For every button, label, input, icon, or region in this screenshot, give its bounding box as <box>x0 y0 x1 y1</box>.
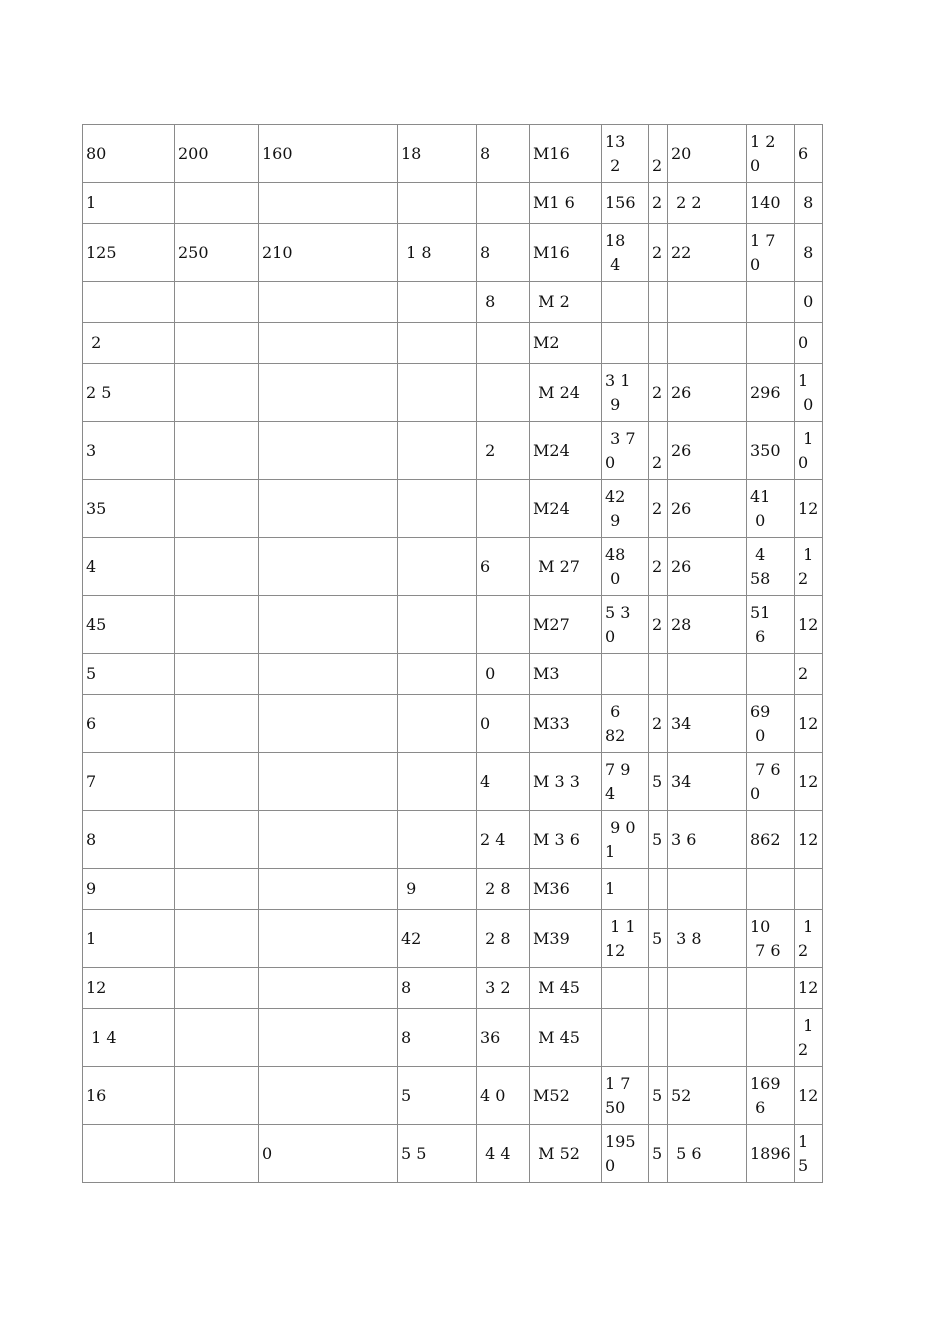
table-cell: 1950 <box>602 1125 649 1183</box>
table-cell <box>259 811 398 869</box>
table-cell: 5 <box>649 910 668 968</box>
table-cell: 3 6 <box>668 811 747 869</box>
table-cell: 28 <box>668 596 747 654</box>
table-cell <box>747 654 795 695</box>
table-cell: 26 <box>668 480 747 538</box>
table-row <box>83 422 823 480</box>
table-cell: M1 6 <box>530 183 602 224</box>
table-cell <box>175 596 259 654</box>
table-cell: 8 <box>795 183 823 224</box>
table-cell: 2 5 <box>83 364 175 422</box>
table-cell: 41 0 <box>747 480 795 538</box>
table-cell <box>398 323 477 364</box>
table-cell <box>175 183 259 224</box>
table-cell: 26 <box>668 422 747 480</box>
table-cell: 2 <box>649 183 668 224</box>
table-cell: 8 <box>477 125 530 183</box>
table-cell: 2 <box>649 125 668 183</box>
table-cell <box>175 1125 259 1183</box>
table-cell <box>259 364 398 422</box>
table-cell: 3 <box>83 422 175 480</box>
table-cell: 18 <box>398 125 477 183</box>
table-cell: 48 0 <box>602 538 649 596</box>
table-cell <box>259 910 398 968</box>
table-cell: 12 <box>795 480 823 538</box>
table-cell: 1 <box>83 183 175 224</box>
table-cell: M 24 <box>530 364 602 422</box>
table-cell: 6 82 <box>602 695 649 753</box>
table-cell: 10 7 6 <box>747 910 795 968</box>
table-cell: 1 1 12 <box>602 910 649 968</box>
table-row <box>83 480 823 538</box>
table-cell <box>668 1009 747 1067</box>
table-cell: 20 <box>668 125 747 183</box>
table-cell: 2 <box>649 695 668 753</box>
table-cell: 42 9 <box>602 480 649 538</box>
table-cell: 8 <box>477 224 530 282</box>
table-cell <box>259 596 398 654</box>
table-cell: 69 0 <box>747 695 795 753</box>
table-cell <box>259 1067 398 1125</box>
table-cell <box>477 364 530 422</box>
table-cell: 1896 <box>747 1125 795 1183</box>
table-cell <box>175 364 259 422</box>
table-cell: 4 4 <box>477 1125 530 1183</box>
table-cell: 12 <box>795 1067 823 1125</box>
table-cell: 200 <box>175 125 259 183</box>
table-cell <box>602 1009 649 1067</box>
table-cell: M 3 3 <box>530 753 602 811</box>
table-cell: 18 4 <box>602 224 649 282</box>
table-cell <box>175 654 259 695</box>
table-cell <box>259 654 398 695</box>
table-cell: 52 <box>668 1067 747 1125</box>
table-cell: 1 5 <box>795 1125 823 1183</box>
table-cell <box>398 811 477 869</box>
table-cell: 5 <box>649 811 668 869</box>
table-cell: 9 0 1 <box>602 811 649 869</box>
table-cell: 0 <box>795 282 823 323</box>
table-cell: 5 3 0 <box>602 596 649 654</box>
table-cell: 0 <box>259 1125 398 1183</box>
table-cell: 8 <box>83 811 175 869</box>
table-cell <box>747 282 795 323</box>
table-cell <box>398 753 477 811</box>
table-cell: 2 <box>477 422 530 480</box>
table-cell: M 2 <box>530 282 602 323</box>
table-cell: 4 0 <box>477 1067 530 1125</box>
table-cell: M16 <box>530 125 602 183</box>
table-cell: 1 2 <box>795 1009 823 1067</box>
table-cell <box>398 596 477 654</box>
table-cell: M33 <box>530 695 602 753</box>
table-cell <box>747 1009 795 1067</box>
table-cell: 1 8 <box>398 224 477 282</box>
table-cell: M2 <box>530 323 602 364</box>
table-cell <box>398 480 477 538</box>
table-cell <box>668 869 747 910</box>
table-cell: 2 8 <box>477 910 530 968</box>
table-cell: 2 <box>649 480 668 538</box>
table-cell: 1 7 50 <box>602 1067 649 1125</box>
table-cell: 4 <box>83 538 175 596</box>
table-cell: 160 <box>259 125 398 183</box>
table-cell <box>175 422 259 480</box>
table-cell <box>602 282 649 323</box>
table-cell: 2 2 <box>668 183 747 224</box>
table-cell <box>259 968 398 1009</box>
table-cell: 34 <box>668 753 747 811</box>
table-cell <box>398 695 477 753</box>
table-cell: 5 <box>83 654 175 695</box>
table-cell: 5 <box>649 1067 668 1125</box>
table-cell <box>175 480 259 538</box>
table-cell <box>175 282 259 323</box>
table-cell: 2 <box>795 654 823 695</box>
data-table <box>82 124 823 1183</box>
table-row <box>83 282 823 323</box>
table-cell: 7 <box>83 753 175 811</box>
table-cell <box>649 323 668 364</box>
table-cell: M27 <box>530 596 602 654</box>
table-cell: 12 <box>795 695 823 753</box>
table-cell: 5 6 <box>668 1125 747 1183</box>
table-cell: 0 <box>477 654 530 695</box>
table-cell: 3 1 9 <box>602 364 649 422</box>
table-cell <box>259 480 398 538</box>
table-cell: 12 <box>83 968 175 1009</box>
table-cell: 140 <box>747 183 795 224</box>
table-cell <box>175 695 259 753</box>
table-cell: M 45 <box>530 1009 602 1067</box>
table-cell: 2 <box>649 422 668 480</box>
table-cell: 80 <box>83 125 175 183</box>
table-cell: M 45 <box>530 968 602 1009</box>
table-cell: 8 <box>398 968 477 1009</box>
table-cell: 6 <box>477 538 530 596</box>
table-cell: 862 <box>747 811 795 869</box>
table-cell: 34 <box>668 695 747 753</box>
table-cell <box>398 422 477 480</box>
table-cell: M24 <box>530 480 602 538</box>
table-cell: 0 <box>477 695 530 753</box>
table-cell <box>668 654 747 695</box>
table-row <box>83 910 823 968</box>
table-cell <box>602 323 649 364</box>
table-cell: 7 9 4 <box>602 753 649 811</box>
table-cell: 1 2 <box>795 910 823 968</box>
table-cell <box>668 323 747 364</box>
table-cell <box>259 323 398 364</box>
table-cell: 5 <box>649 753 668 811</box>
table-cell: 5 <box>649 1125 668 1183</box>
table-cell <box>398 183 477 224</box>
table-cell <box>175 538 259 596</box>
table-cell: 12 <box>795 968 823 1009</box>
table-cell <box>477 183 530 224</box>
table-row <box>83 811 823 869</box>
table-cell: 169 6 <box>747 1067 795 1125</box>
table-cell: 36 <box>477 1009 530 1067</box>
table-row <box>83 869 823 910</box>
table-cell: 2 <box>649 538 668 596</box>
table-cell: 1 2 <box>795 538 823 596</box>
table-cell: 12 <box>795 596 823 654</box>
table-row <box>83 538 823 596</box>
table-row <box>83 1067 823 1125</box>
table-cell: 1 0 <box>795 422 823 480</box>
table-row <box>83 968 823 1009</box>
table-cell: 296 <box>747 364 795 422</box>
table-cell <box>477 596 530 654</box>
table-cell: 5 <box>398 1067 477 1125</box>
table-cell <box>795 869 823 910</box>
table-cell: 4 58 <box>747 538 795 596</box>
table-cell <box>259 282 398 323</box>
table-cell: M 27 <box>530 538 602 596</box>
table-cell: 3 8 <box>668 910 747 968</box>
table-cell <box>747 323 795 364</box>
table-row <box>83 695 823 753</box>
table-cell <box>259 1009 398 1067</box>
table-row <box>83 323 823 364</box>
table-cell <box>747 869 795 910</box>
table-row <box>83 125 823 183</box>
table-cell: 6 <box>83 695 175 753</box>
table-cell <box>175 968 259 1009</box>
table-cell: 1 <box>602 869 649 910</box>
table-cell: 42 <box>398 910 477 968</box>
table-cell: 2 <box>649 224 668 282</box>
table-cell: M16 <box>530 224 602 282</box>
table-cell: 125 <box>83 224 175 282</box>
table-row <box>83 596 823 654</box>
table-cell <box>259 538 398 596</box>
table-cell: 2 8 <box>477 869 530 910</box>
table-cell: 2 <box>649 364 668 422</box>
table-cell: 8 <box>477 282 530 323</box>
table-cell <box>175 910 259 968</box>
table-cell: 26 <box>668 364 747 422</box>
table-cell <box>259 183 398 224</box>
table-row <box>83 224 823 282</box>
table-cell: 22 <box>668 224 747 282</box>
table-cell: 5 5 <box>398 1125 477 1183</box>
table-cell <box>259 695 398 753</box>
table-cell <box>175 323 259 364</box>
table-cell: M3 <box>530 654 602 695</box>
table-cell: 156 <box>602 183 649 224</box>
table-cell <box>398 364 477 422</box>
table-cell: 0 <box>795 323 823 364</box>
table-row <box>83 364 823 422</box>
table-cell: 7 6 0 <box>747 753 795 811</box>
table-cell: M24 <box>530 422 602 480</box>
table-cell <box>602 968 649 1009</box>
table-cell <box>668 968 747 1009</box>
table-cell <box>649 654 668 695</box>
table-cell <box>175 753 259 811</box>
table-cell <box>668 282 747 323</box>
table-cell: 9 <box>83 869 175 910</box>
table-row <box>83 183 823 224</box>
table-cell: 1 <box>83 910 175 968</box>
table-cell: 45 <box>83 596 175 654</box>
table-cell: 8 <box>795 224 823 282</box>
table-cell <box>259 422 398 480</box>
table-cell: M 3 6 <box>530 811 602 869</box>
table-cell: 1 7 0 <box>747 224 795 282</box>
table-cell: 12 <box>795 753 823 811</box>
table-cell <box>83 1125 175 1183</box>
table-body <box>83 125 823 1183</box>
table-cell: 210 <box>259 224 398 282</box>
table-row <box>83 1009 823 1067</box>
table-cell <box>747 968 795 1009</box>
table-cell: 9 <box>398 869 477 910</box>
table-cell <box>259 753 398 811</box>
table-cell: 4 <box>477 753 530 811</box>
table-cell: 1 4 <box>83 1009 175 1067</box>
table-cell: 8 <box>398 1009 477 1067</box>
table-cell <box>175 811 259 869</box>
table-cell: M39 <box>530 910 602 968</box>
table-cell: 3 2 <box>477 968 530 1009</box>
table-cell: 35 <box>83 480 175 538</box>
table-cell <box>477 480 530 538</box>
table-cell <box>649 1009 668 1067</box>
table-cell <box>398 538 477 596</box>
table-cell <box>602 654 649 695</box>
table-cell: 12 <box>795 811 823 869</box>
table-cell: 3 7 0 <box>602 422 649 480</box>
table-cell <box>398 282 477 323</box>
table-cell: 250 <box>175 224 259 282</box>
table-cell: 51 6 <box>747 596 795 654</box>
table-cell: 26 <box>668 538 747 596</box>
table-cell <box>477 323 530 364</box>
table-cell <box>649 968 668 1009</box>
table-row <box>83 654 823 695</box>
table-cell: 16 <box>83 1067 175 1125</box>
table-row <box>83 753 823 811</box>
table-cell <box>83 282 175 323</box>
table-cell <box>175 1009 259 1067</box>
table-cell: 1 2 0 <box>747 125 795 183</box>
table-cell: 1 0 <box>795 364 823 422</box>
table-cell <box>649 869 668 910</box>
table-cell: M52 <box>530 1067 602 1125</box>
table-row <box>83 1125 823 1183</box>
table-cell: M36 <box>530 869 602 910</box>
table-cell <box>175 869 259 910</box>
table-cell: 13 2 <box>602 125 649 183</box>
table-cell: 350 <box>747 422 795 480</box>
table-cell: 2 4 <box>477 811 530 869</box>
table-cell <box>649 282 668 323</box>
table-cell: 6 <box>795 125 823 183</box>
table-cell: 2 <box>83 323 175 364</box>
table-cell <box>175 1067 259 1125</box>
table-cell: M 52 <box>530 1125 602 1183</box>
table-cell <box>398 654 477 695</box>
table-cell: 2 <box>649 596 668 654</box>
table-cell <box>259 869 398 910</box>
